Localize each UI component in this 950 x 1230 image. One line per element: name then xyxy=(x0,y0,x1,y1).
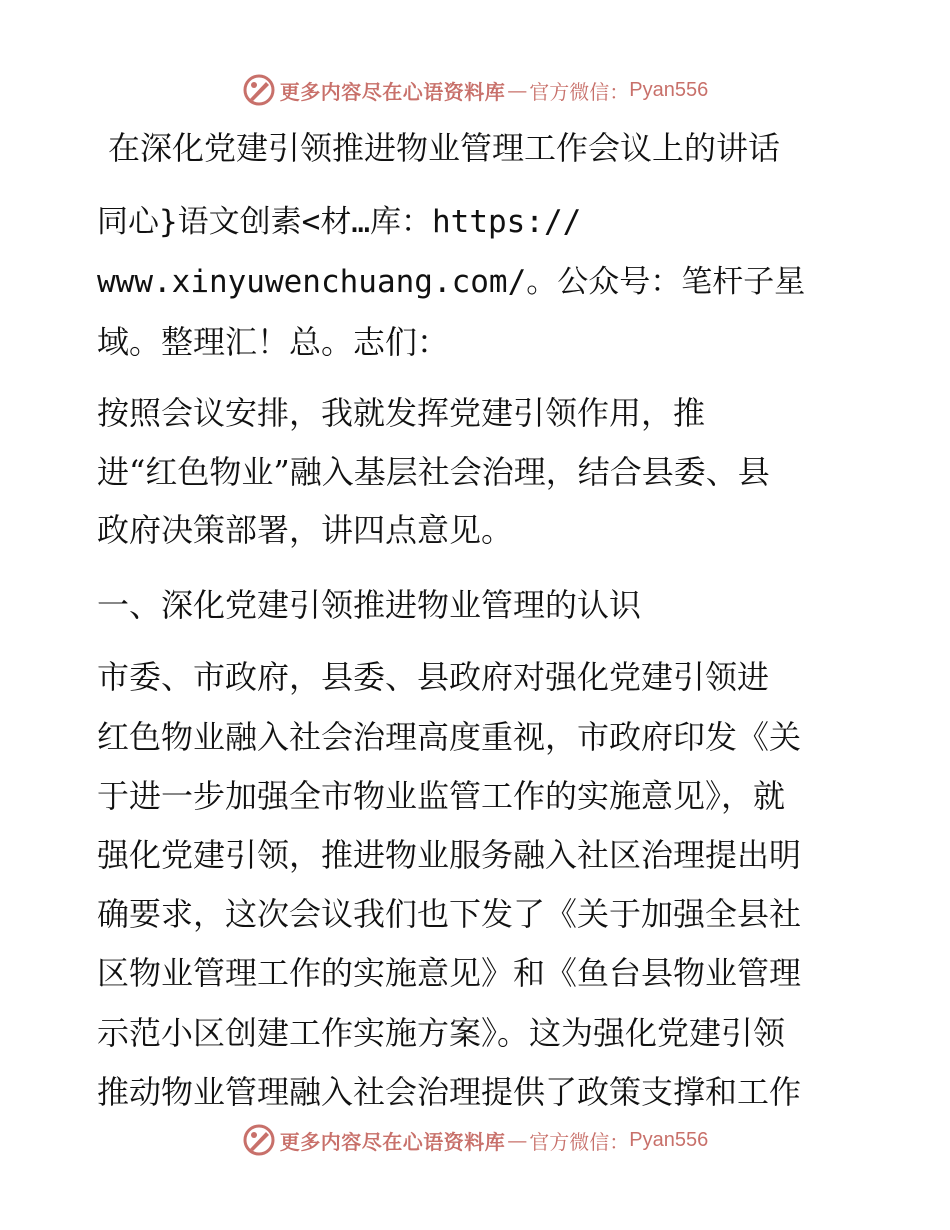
text-line-14: 示范小区创建工作实施方案》。这为强化党建引领 xyxy=(97,1014,786,1052)
header-watermark xyxy=(0,70,950,110)
text-line-8: 市委、市政府，县委、县政府对强化党建引领进 xyxy=(97,658,770,696)
text-line-5: 进“红色物业”融入基层社会治理，结合县委、县 xyxy=(97,453,770,491)
document-title: 在深化党建引领推进物业管理工作会议上的讲话 xyxy=(108,129,781,167)
text-line-13: 区物业管理工作的实施意见》和《鱼台县物业管理 xyxy=(97,954,802,992)
watermark-brand: 更多内容尽在心语资料库 xyxy=(279,79,506,104)
text-line-3: 域。整理汇！总。志们： xyxy=(97,323,450,361)
text-line-10: 于进一步加强全市物业监管工作的实施意见》，就 xyxy=(97,777,786,815)
footer-watermark xyxy=(0,1120,950,1160)
watermark-brand: 更多内容尽在心语资料库 xyxy=(279,1129,506,1154)
text-line-4: 按照会议安排，我就发挥党建引领作用，推 xyxy=(97,394,706,432)
watermark-separator: — xyxy=(507,1128,528,1152)
text-line-11: 强化党建引领，推进物业服务融入社区治理提出明 xyxy=(97,836,802,874)
watermark-wechat-id: Pyan556 xyxy=(629,1128,709,1151)
text-line-6: 政府决策部署，讲四点意见。 xyxy=(97,511,514,549)
quill-logo-icon xyxy=(242,73,276,107)
watermark-wechat-label: 官方微信： xyxy=(529,1129,630,1154)
section-heading-1: 一、深化党建引领推进物业管理的认识 xyxy=(97,586,642,624)
text-line-1: 同心}语文创素<材…库：https:// xyxy=(97,204,582,240)
text-line-12: 确要求，这次会议我们也下发了《关于加强全县社 xyxy=(97,895,802,933)
text-line-9: 红色物业融入社会治理高度重视，市政府印发《关 xyxy=(97,718,802,756)
quill-logo-icon xyxy=(242,1123,276,1157)
watermark-wechat-id: Pyan556 xyxy=(629,78,709,101)
text-line-2: www.xinyuwenchuang.com/。公众号：笔杆子星 xyxy=(97,264,806,300)
watermark-separator: — xyxy=(507,78,528,102)
text-line-15: 推动物业管理融入社会治理提供了政策支撑和工作 xyxy=(97,1073,802,1111)
watermark-wechat-label: 官方微信： xyxy=(529,79,630,104)
